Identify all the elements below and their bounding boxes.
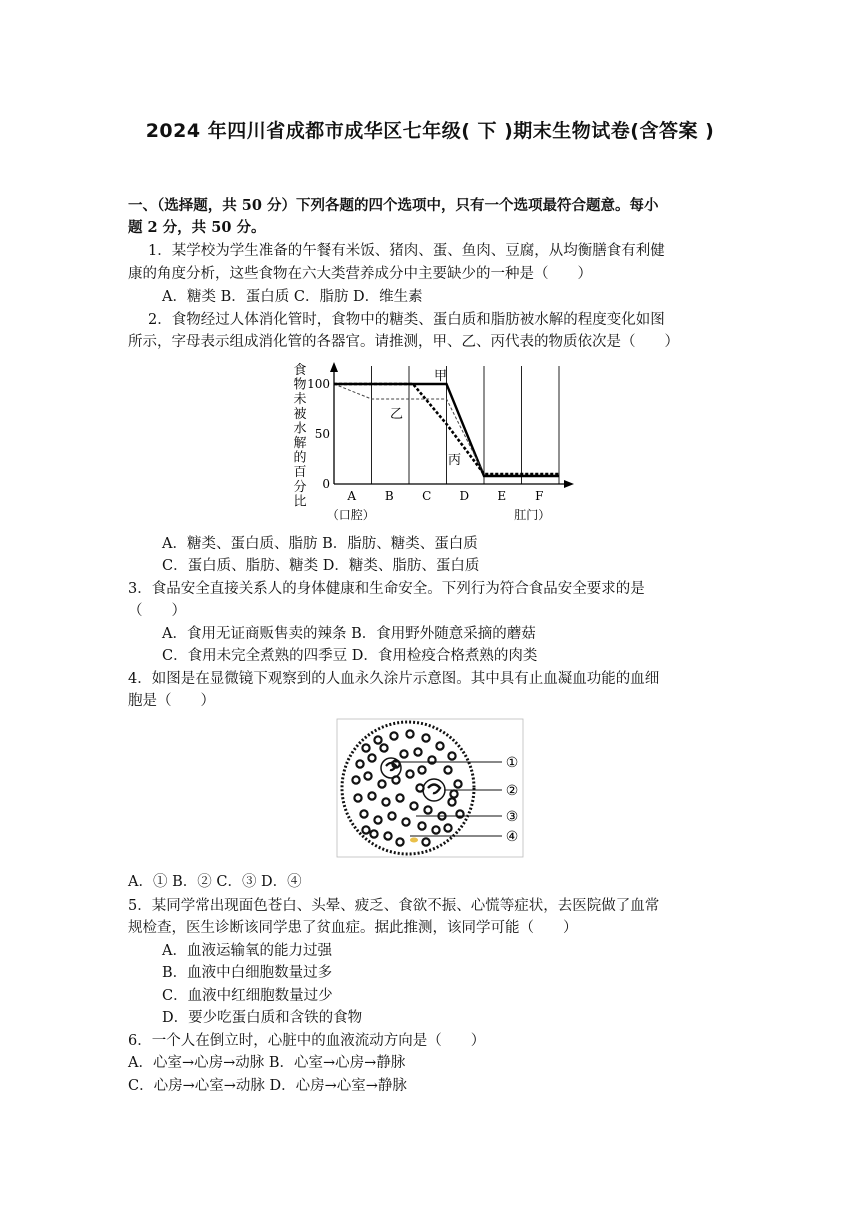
q5-option-d: D．要少吃蛋白质和含铁的食物 [162, 1010, 363, 1026]
q5-option-c: C．血液中红细胞数量过少 [162, 988, 333, 1004]
q1-options: A．糖类 B．蛋白质 C．脂肪 D．维生素 [162, 289, 423, 305]
q2-stem-line1: 2．食物经过人体消化管时，食物中的糖类、蛋白质和脂肪被水解的程度变化如图 [148, 312, 665, 328]
y-tick-label: 50 [314, 427, 330, 441]
q4-stem-line1: 4．如图是在显微镜下观察到的人血永久涂片示意图。其中具有止血凝血功能的血细 [128, 671, 660, 687]
q2-options-line2: C．蛋白质、脂肪、糖类 D．糖类、脂肪、蛋白质 [162, 558, 480, 574]
page-title: 2024 年四川省成都市成华区七年级( 下 )期末生物试卷(含答案 ) [145, 120, 715, 142]
q2-options-line1: A．糖类、蛋白质、脂肪 B．脂肪、糖类、蛋白质 [162, 536, 478, 552]
series-label-2: 乙 [390, 407, 404, 422]
y-tick-label: 0 [322, 477, 330, 491]
y-axis-label-char: 物 [293, 377, 307, 393]
q4-stem-line2: 胞是（ ） [128, 693, 215, 709]
q6-options-line2: C．心房→心室→动脉 D．心房→心室→静脉 [128, 1078, 407, 1094]
blood-smear-figure [336, 718, 528, 860]
y-axis-label-char: 的 [293, 450, 307, 466]
digestion-chart [280, 358, 580, 530]
q5-stem-line2: 规检查，医生诊断该同学患了贫血症。据此推测，该同学可能（ ） [128, 920, 578, 936]
y-tick-label: 100 [307, 377, 330, 391]
platelet [410, 838, 418, 843]
smear-label-1: ① [505, 755, 519, 771]
y-axis-label-char: 未 [293, 392, 307, 408]
y-axis-label-char: 比 [293, 494, 307, 510]
y-axis-label-char: 水 [293, 421, 307, 437]
x-tick-label: D [459, 489, 470, 503]
x-sublabel-anus: 肛门） [514, 508, 551, 522]
microscope-field [342, 722, 474, 854]
y-axis-label-char: 解 [293, 436, 307, 451]
q2-stem-line2: 所示，字母表示组成消化管的各器官。请推测，甲、乙、丙代表的物质依次是（ ） [128, 334, 679, 350]
smear-label-3: ③ [505, 809, 519, 825]
x-tick-label: B [384, 489, 394, 503]
q5-stem-line1: 5．某同学常出现面色苍白、头晕、疲乏、食欲不振、心慌等症状，去医院做了血常 [128, 898, 660, 914]
q6-options-line1: A．心室→心房→动脉 B．心室→心房→静脉 [128, 1055, 406, 1071]
section-header-line2: 题 2 分，共 50 分。 [128, 219, 266, 236]
smear-label-4: ④ [505, 829, 519, 845]
q5-option-b: B．血液中白细胞数量过多 [162, 965, 333, 981]
q1-stem-line2: 康的角度分析，这些食物在六大类营养成分中主要缺少的一种是（ ） [128, 266, 592, 282]
y-axis-label-char: 分 [293, 479, 307, 495]
x-tick-label: A [347, 489, 357, 503]
section-header-line1: 一、（选择题，共 50 分）下列各题的四个选项中，只有一个选项最符合题意。每小 [128, 197, 659, 214]
q3-stem-line1: 3．食品安全直接关系人的身体健康和生命安全。下列行为符合食品安全要求的是 [128, 581, 645, 597]
x-tick-label: E [497, 489, 507, 503]
q5-option-a: A．血液运输氧的能力过强 [162, 943, 332, 959]
q3-stem-line2: （ ） [128, 603, 186, 619]
q3-options-line2: C．食用未完全煮熟的四季豆 D．食用检疫合格煮熟的肉类 [162, 648, 538, 664]
q1-stem-line1: 1．某学校为学生准备的午餐有米饭、猪肉、蛋、鱼肉、豆腐，从均衡膳食有利健 [148, 243, 665, 259]
x-sublabel-mouth: （口腔） [326, 508, 375, 522]
q3-options-line1: A．食用无证商贩售卖的辣条 B．食用野外随意采摘的蘑菇 [162, 626, 536, 642]
x-tick-label: C [422, 489, 432, 503]
series-label-1: 甲 [434, 369, 448, 384]
smear-label-2: ② [505, 783, 519, 799]
y-axis-label-char: 被 [293, 406, 307, 422]
series-label-3: 丙 [448, 453, 462, 468]
x-tick-label: F [535, 489, 544, 503]
y-axis-label-char: 百 [293, 465, 307, 481]
q6-stem: 6．一个人在倒立时，心脏中的血液流动方向是（ ） [128, 1033, 486, 1049]
q4-options: A．① B．② C．③ D．④ [128, 874, 302, 890]
y-axis-label-char: 食 [293, 363, 307, 378]
